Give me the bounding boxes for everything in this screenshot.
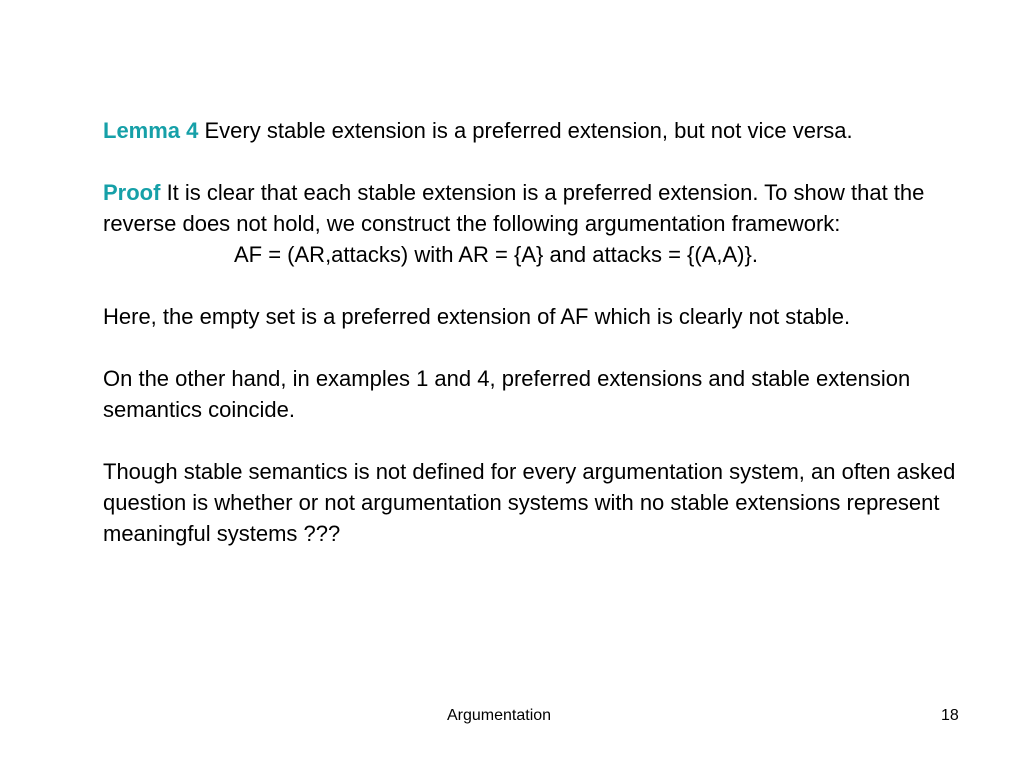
question-paragraph: Though stable semantics is not defined for every argumentation system, an often asked question is whether or not argumentation systems with no stable extensions represent meaningful systems ??? bbox=[103, 459, 956, 546]
proof-keyword: Proof bbox=[103, 180, 161, 205]
lemma-keyword: Lemma 4 bbox=[103, 118, 199, 143]
lemma-paragraph bbox=[103, 115, 983, 146]
examples-paragraph: On the other hand, in examples 1 and 4, preferred extensions and stable extension semantics coincide. bbox=[103, 366, 911, 422]
proof-text: It is clear that each stable extension is a preferred extension. To show that the reverse does not hold, we construct the following argumentation framework: bbox=[103, 180, 925, 236]
lemma-text: Every stable extension is a preferred extension, but not vice versa. bbox=[198, 118, 853, 143]
slide-body bbox=[103, 115, 983, 580]
proof-formula: AF = (AR,attacks) with AR = {A} and attacks = {(A,A)}. bbox=[234, 242, 758, 267]
empty-set-paragraph: Here, the empty set is a preferred extension of AF which is clearly not stable. bbox=[103, 304, 851, 329]
slide-number: 18 bbox=[941, 707, 959, 724]
proof-paragraph bbox=[103, 177, 983, 239]
footer-title: Argumentation bbox=[447, 707, 552, 724]
